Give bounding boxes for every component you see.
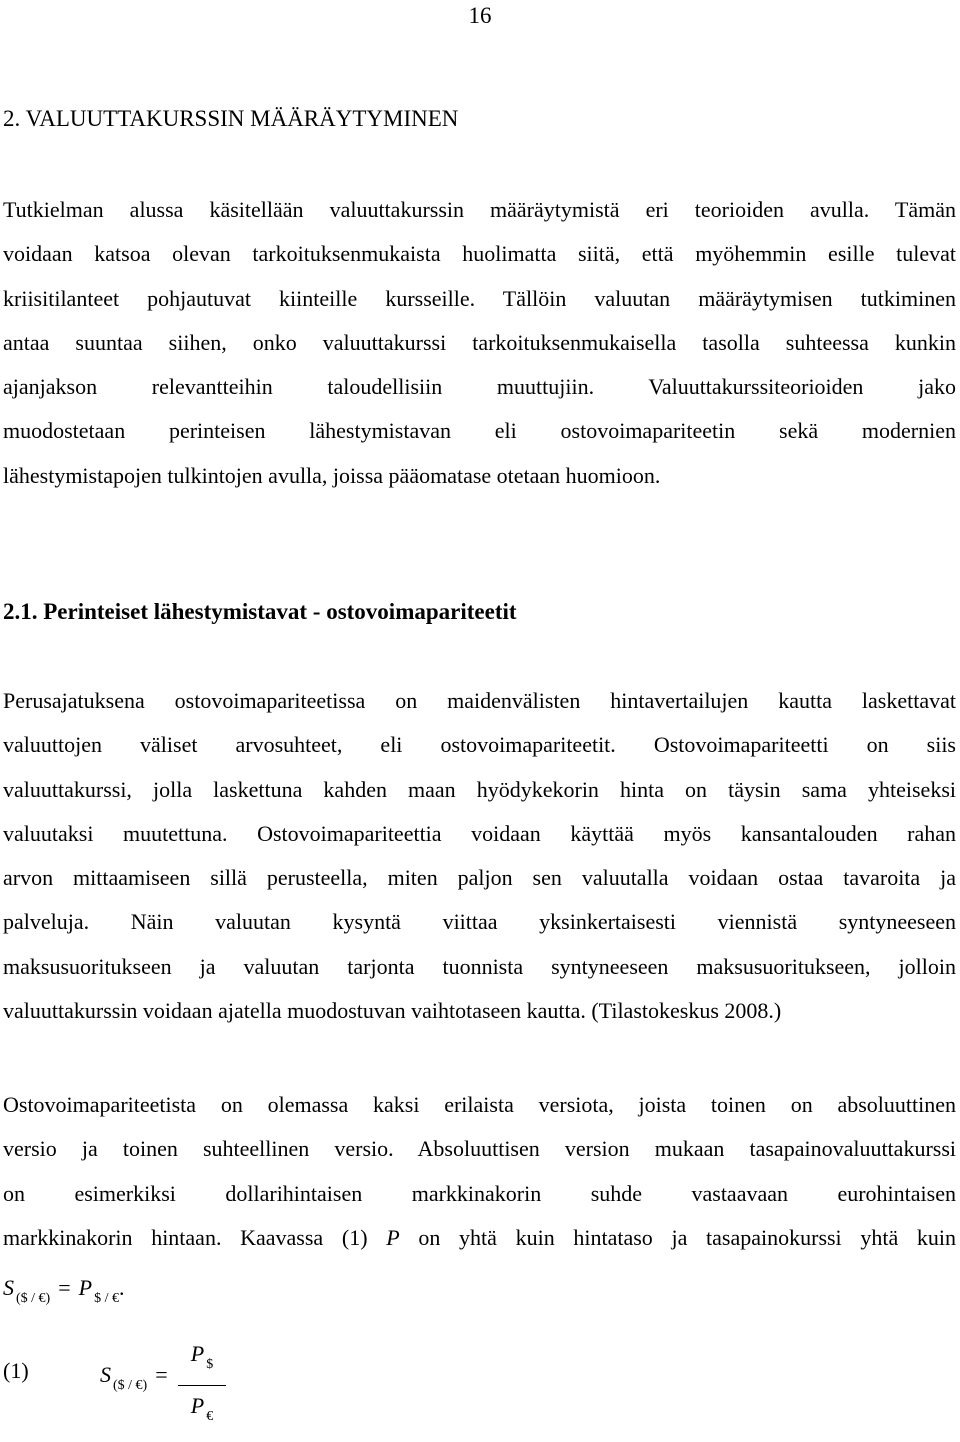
- paragraph-line: valuuttojen väliset arvosuhteet, eli ostovoimapariteetit. Ostovoimapariteetti on siis: [3, 732, 956, 758]
- paragraph-line: maksusuoritukseen ja valuutan tarjonta tuonnista syntyneeseen maksusuoritukseen, jolloin: [3, 953, 956, 979]
- numerator-symbol: P: [190, 1341, 205, 1366]
- paragraph-line: on esimerkiksi dollarihintaisen markkinakorin suhde vastaavaan eurohintaisen: [3, 1180, 956, 1206]
- equation-equals: =: [155, 1362, 168, 1387]
- price-level-symbol: P: [386, 1224, 400, 1250]
- chapter-title: 2. VALUUTTAKURSSIN MÄÄRÄYTYMINEN: [3, 106, 459, 131]
- paragraph-line: voidaan katsoa olevan tarkoituksenmukaista huolimatta siitä, että myöhemmin esille tulevat: [3, 241, 956, 267]
- equation-lhs-subscript: ($ / €): [113, 1378, 148, 1393]
- paragraph-line: antaa suuntaa siihen, onko valuuttakurssi tarkoituksenmukaisella tasolla suhteessa kunkin: [3, 329, 956, 355]
- formula-rhs: P: [78, 1275, 93, 1300]
- paragraph-line: Perusajatuksena ostovoimapariteetissa on maidenvälisten hintavertailujen kautta laskettavat: [3, 688, 956, 713]
- equation-number: (1): [3, 1358, 29, 1383]
- page-number: 16: [468, 3, 492, 28]
- equation-1: [100, 1341, 214, 1424]
- paragraph-line: versio ja toinen suhteellinen versio. Absoluuttisen version mukaan tasapainovaluuttakurssi: [3, 1136, 956, 1162]
- formula-lhs-subscript: ($ / €): [16, 1291, 51, 1306]
- numerator-subscript: $: [206, 1357, 214, 1372]
- paragraph-line: valuuttakurssin voidaan ajatella muodostuvan vaihtotaseen kautta. (Tilastokeskus 2008.): [3, 998, 782, 1024]
- paragraph-line: muodostetaan perinteisen lähestymistavan eli ostovoimapariteetin sekä modernien: [3, 418, 956, 444]
- paragraph-line: Ostovoimapariteetista on olemassa kaksi erilaista versiota, joista toinen on absoluuttinen: [3, 1092, 956, 1117]
- formula-lhs: S: [3, 1275, 14, 1300]
- paragraph-line: kriisitilanteet pohjautuvat kiinteille kursseille. Tällöin valuutan määräytymisen tutkiminen: [3, 285, 956, 311]
- paragraph-line: valuuttakurssi, jolla laskettuna kahden maan hyödykekorin hinta on täysin sama yhteiseksi: [3, 776, 956, 802]
- inline-formula: [3, 1273, 124, 1314]
- line-text-before: markkinakorin hintaan. Kaavassa (1): [3, 1224, 368, 1250]
- fraction-bar: [178, 1385, 226, 1386]
- paragraph-line: ajanjakson relevantteihin taloudellisiin muuttujiin. Valuuttakurssiteorioiden jako: [3, 374, 956, 400]
- paragraph-line: arvon mittaamiseen sillä perusteella, miten paljon sen valuutalla voidaan ostaa tavaroita ja: [3, 865, 956, 891]
- formula-end: .: [118, 1275, 125, 1300]
- equation-lhs: S: [100, 1362, 111, 1387]
- paragraph-line: Tutkielman alussa käsitellään valuuttakurssin määräytymistä eri teorioiden avulla. Tämän: [3, 197, 956, 222]
- equation-fraction: [178, 1338, 226, 1433]
- intro-paragraph: [3, 195, 956, 505]
- paragraph-line: valuutaksi muutettuna. Ostovoimapariteettia voidaan käyttää myös kansantalouden rahan: [3, 820, 956, 846]
- formula-rhs-subscript: $ / €: [94, 1291, 119, 1306]
- denominator-symbol: P: [190, 1393, 205, 1418]
- formula-equals: =: [58, 1275, 71, 1300]
- paragraph-line: palveluja. Näin valuutan kysyntä viittaa yksinkertaisesti viennistä syntyneeseen: [3, 909, 956, 935]
- paragraph-line-with-symbol: [3, 1223, 956, 1267]
- denominator-subscript: €: [206, 1409, 214, 1424]
- section-title: 2.1. Perinteiset lähestymistavat - ostovoimapariteetit: [3, 599, 517, 624]
- line-text-after: on yhtä kuin hintataso ja tasapainokurssi yhtä kuin: [418, 1224, 957, 1250]
- fraction-numerator: [178, 1338, 226, 1381]
- fraction-denominator: [178, 1390, 226, 1433]
- ppp-paragraph: [3, 686, 956, 1040]
- versions-paragraph: [3, 1090, 956, 1267]
- paragraph-line: lähestymistapojen tulkintojen avulla, joissa pääomatase otetaan huomioon.: [3, 462, 661, 488]
